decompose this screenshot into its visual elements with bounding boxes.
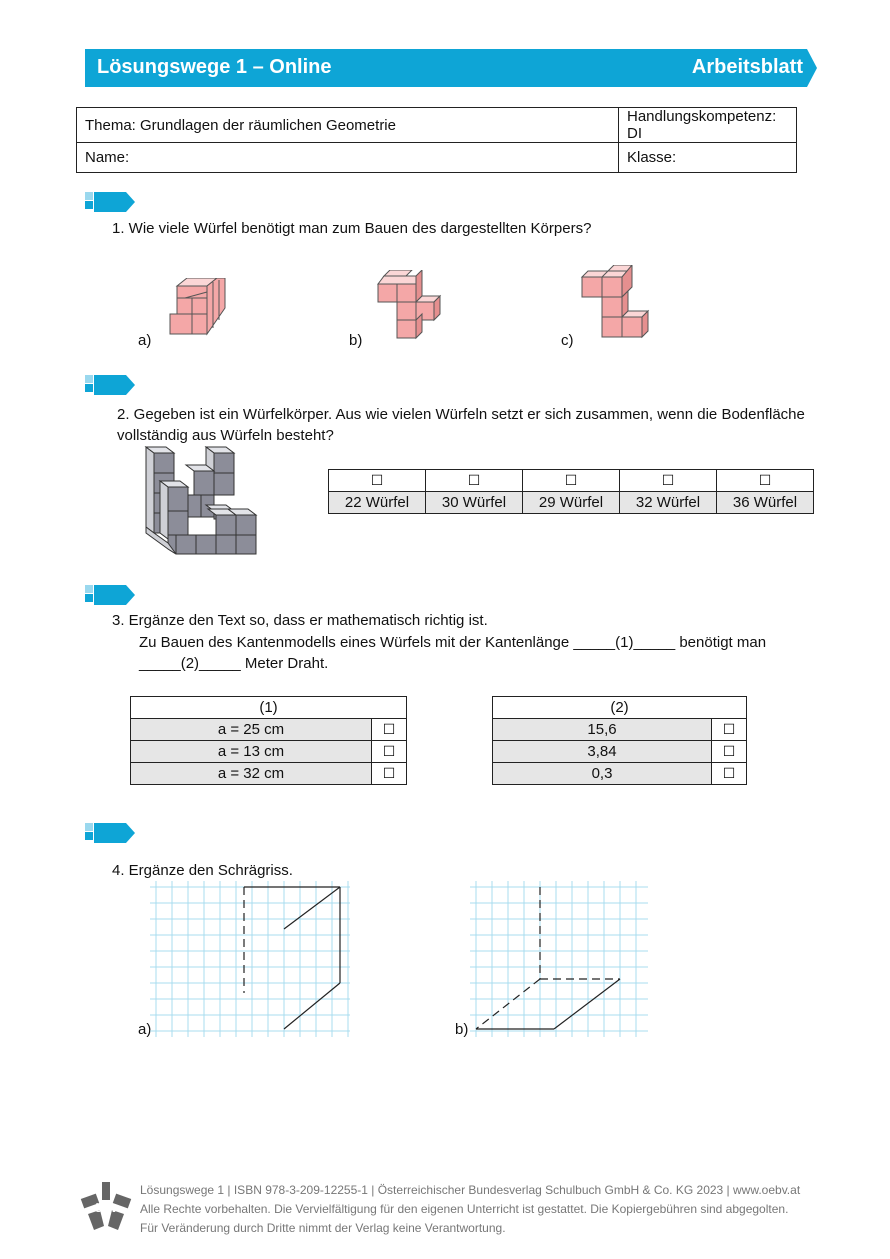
- q2-checkbox-4[interactable]: ☐: [620, 470, 717, 492]
- cube-figure-b: [376, 270, 442, 342]
- worksheet-type: Arbeitsblatt: [691, 56, 803, 78]
- class-cell[interactable]: Klasse:: [619, 143, 797, 173]
- topic-cell: Thema: Grundlagen der räumlichen Geometrie: [77, 108, 619, 143]
- question-marker-icon: [85, 823, 137, 845]
- header-banner: [85, 49, 817, 87]
- name-cell[interactable]: Name:: [77, 143, 619, 173]
- q2-text: 2. Gegeben ist ein Würfelkörper. Aus wie vielen Würfeln setzt er sich zusammen, wenn die Bodenfläche vollständig aus Würfeln besteht?: [117, 406, 805, 444]
- q2-option-1: 22 Würfel: [329, 492, 426, 514]
- q4-text: 4. Ergänze den Schrägriss.: [112, 862, 293, 879]
- q4-label-b: b): [455, 1021, 469, 1038]
- footer-line-2: Alle Rechte vorbehalten. Die Vervielfältigung für den eigenen Unterricht ist gestattet. Die Kopiergebühren sind abgegolten.: [140, 1202, 789, 1216]
- q2-checkbox-2[interactable]: ☐: [426, 470, 523, 492]
- q3-table1-header: (1): [131, 697, 407, 719]
- q3-table1-checkbox[interactable]: ☐: [372, 719, 407, 741]
- worksheet-title: Lösungswege 1 – Online: [97, 56, 332, 78]
- q3-table1-checkbox[interactable]: ☐: [372, 763, 407, 785]
- q3-table2-checkbox[interactable]: ☐: [712, 719, 747, 741]
- grid-a: [150, 881, 350, 1037]
- q3-table2-checkbox[interactable]: ☐: [712, 741, 747, 763]
- q2-options-table: [328, 469, 814, 514]
- q2-checkbox-1[interactable]: ☐: [329, 470, 426, 492]
- q1-label-a: a): [138, 332, 152, 349]
- q2-option-4: 32 Würfel: [620, 492, 717, 514]
- q2-checkbox-3[interactable]: ☐: [523, 470, 620, 492]
- question-marker-icon: [85, 375, 137, 397]
- q3-table1-option: a = 25 cm: [131, 719, 372, 741]
- q1-label-b: b): [349, 332, 363, 349]
- footer-line-1: Lösungswege 1 | ISBN 978-3-209-12255-1 | Österreichischer Bundesverlag Schulbuch GmbH & Co. KG 2023 | www.oebv.at: [140, 1183, 801, 1197]
- q3-table2-option: 0,3: [493, 763, 712, 785]
- q4-label-a: a): [138, 1021, 152, 1038]
- question-marker-icon: [85, 192, 137, 214]
- q3-line1: 3. Ergänze den Text so, dass er mathematisch richtig ist.: [112, 612, 488, 629]
- q2-option-5: 36 Würfel: [717, 492, 814, 514]
- cube-figure-a: [165, 278, 230, 340]
- q2-checkbox-5[interactable]: ☐: [717, 470, 814, 492]
- cube-figure-q2: [140, 445, 260, 557]
- q3-line3: _____(2)_____ Meter Draht.: [139, 655, 329, 672]
- footer: [140, 1181, 800, 1238]
- q3-table1-option: a = 13 cm: [131, 741, 372, 763]
- q3-table2-checkbox[interactable]: ☐: [712, 763, 747, 785]
- oebv-logo: [80, 1180, 132, 1232]
- question-marker-icon: [85, 585, 137, 607]
- logo-text: öbv: [94, 1200, 118, 1215]
- q1-text: 1. Wie viele Würfel benötigt man zum Bauen des dargestellten Körpers?: [112, 220, 592, 237]
- grid-b: [470, 881, 648, 1037]
- cube-figure-c: [580, 265, 650, 341]
- q2-option-3: 29 Würfel: [523, 492, 620, 514]
- q3-table-1: [130, 696, 407, 785]
- q3-table2-option: 15,6: [493, 719, 712, 741]
- competence-cell: Handlungskompetenz: DI: [619, 108, 797, 143]
- info-table: [76, 107, 797, 173]
- q3-table-2: [492, 696, 747, 785]
- footer-line-3: Für Veränderung durch Dritte nimmt der Verlag keine Verantwortung.: [140, 1221, 506, 1235]
- q2-option-2: 30 Würfel: [426, 492, 523, 514]
- q3-table1-option: a = 32 cm: [131, 763, 372, 785]
- q3-table2-option: 3,84: [493, 741, 712, 763]
- q1-label-c: c): [561, 332, 574, 349]
- q3-line2: Zu Bauen des Kantenmodells eines Würfels mit der Kantenlänge _____(1)_____ benötigt man: [139, 634, 767, 651]
- q3-table1-checkbox[interactable]: ☐: [372, 741, 407, 763]
- q3-table2-header: (2): [493, 697, 747, 719]
